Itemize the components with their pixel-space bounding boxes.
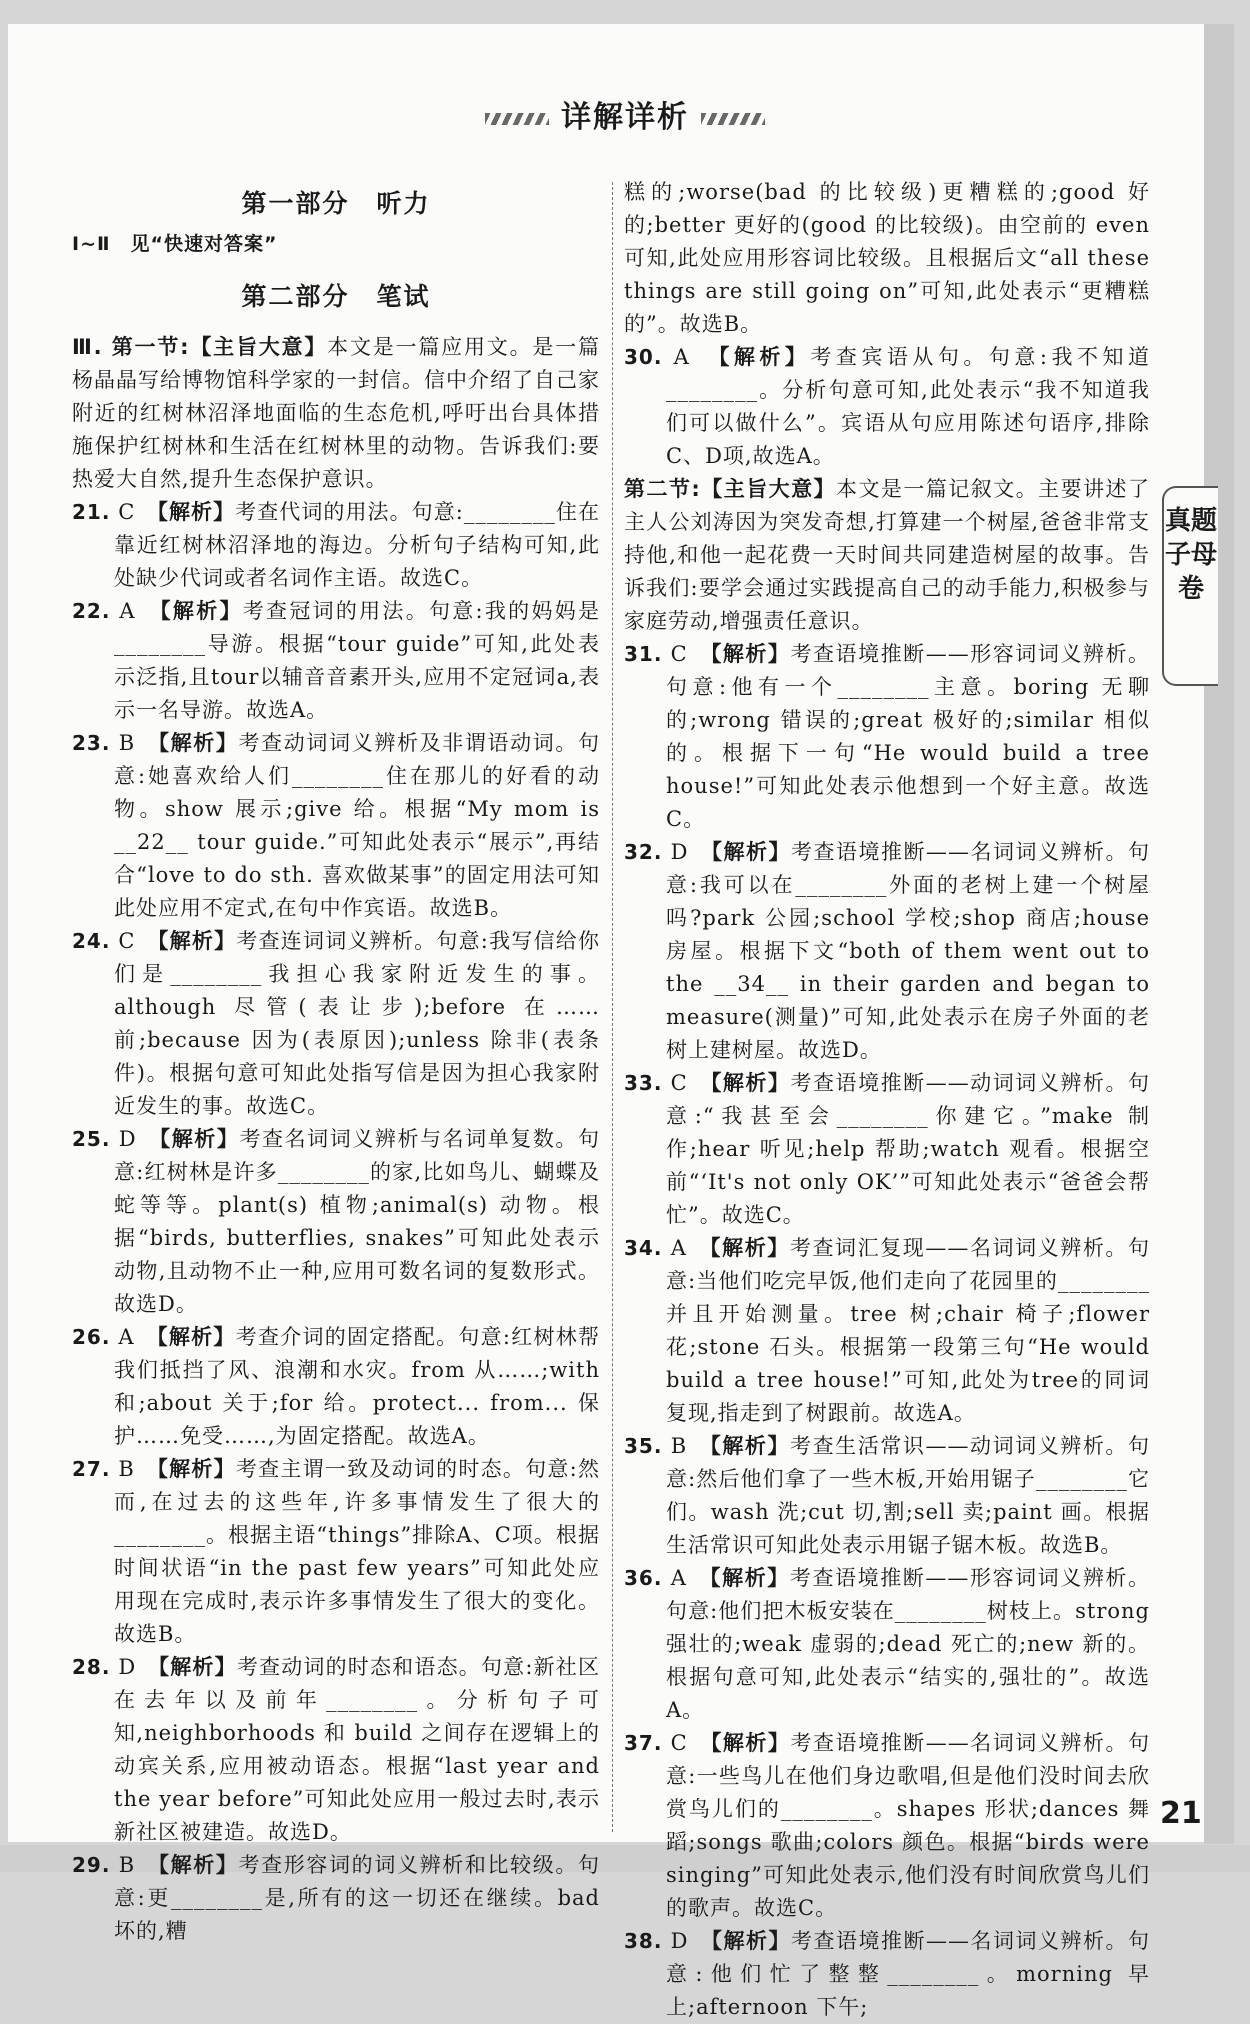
answer-item bbox=[72, 1123, 600, 1321]
item-tag: 【解析】 bbox=[710, 1236, 790, 1260]
item-text: 考查主谓一致及动词的时态。句意:然而,在过去的这些年,许多事情发生了很大的________。根据主语“things”排除A、C项。根据时间状语“in the past few years”可知此处应用现在完成时,表示许多事情发生了很大的变化。故选B。 bbox=[114, 1457, 601, 1646]
item-number: 23. bbox=[72, 731, 111, 755]
answer-item bbox=[72, 496, 600, 595]
item-tag: 【解析】 bbox=[710, 1434, 791, 1458]
section-label: Ⅲ. 第一节:【主旨大意】 bbox=[72, 335, 328, 359]
section2-summary bbox=[624, 473, 1150, 638]
answer-item bbox=[72, 595, 600, 727]
item-answer: D bbox=[118, 1127, 137, 1151]
item-answer: D bbox=[670, 1929, 689, 1953]
item-number: 33. bbox=[624, 1071, 663, 1095]
title-decoration-right bbox=[701, 113, 765, 125]
side-tab: 真题子母卷 bbox=[1162, 486, 1218, 686]
answer-item bbox=[624, 1067, 1150, 1232]
item-number: 27. bbox=[72, 1457, 111, 1481]
answer-item bbox=[624, 1925, 1150, 2024]
section-label: 第二节:【主旨大意】 bbox=[624, 477, 837, 501]
item-answer: C bbox=[118, 929, 136, 953]
item-number: 28. bbox=[72, 1655, 111, 1679]
item-answer: A bbox=[670, 1566, 687, 1590]
answer-item bbox=[624, 638, 1150, 836]
item-text: 考查宾语从句。句意:我不知道________。分析句意可知,此处表示“我不知道我们可以做什么”。宾语从句应用陈述句语序,排除C、D项,故选A。 bbox=[666, 345, 1150, 468]
part2-heading: 第二部分 笔试 bbox=[241, 282, 431, 311]
item-tag: 【解析】 bbox=[710, 1071, 791, 1095]
item-answer: B bbox=[670, 1434, 688, 1458]
item-text: 考查语境推断——形容词词义辨析。句意:他们把木板安装在________树枝上。strong 强壮的;weak 虚弱的;dead 死亡的;new 新的。根据句意可知,此处表示“结实的,强壮的”。故选A。 bbox=[666, 1566, 1151, 1722]
item-text: 考查形容词的词义辨析和比较级。句意:更________是,所有的这一切还在继续。bad 坏的,糟 bbox=[114, 1853, 601, 1943]
answer-item bbox=[624, 836, 1150, 1067]
item-number: 21. bbox=[72, 500, 111, 524]
item-text: 考查语境推断——名词词义辨析。句意:我可以在________外面的老树上建一个树屋吗?park 公园;school 学校;shop 商店;house 房屋。根据下文“both of them went out to the __34__ in their garden and began to measure(测量)”可知,此处表示在房子外面的老树上建树屋。故选D。 bbox=[666, 840, 1151, 1062]
item-answer: C bbox=[670, 1071, 688, 1095]
section1-summary bbox=[72, 331, 600, 496]
answer-item bbox=[72, 1651, 600, 1849]
page-number: 21 bbox=[1160, 1796, 1202, 1831]
item-answer: A bbox=[119, 599, 136, 623]
answer-item bbox=[72, 1453, 600, 1651]
item-number: 34. bbox=[624, 1236, 663, 1260]
item-answer: B bbox=[118, 1853, 136, 1877]
item-text: 考查名词词义辨析与名词单复数。句意:红树林是许多________的家,比如鸟儿、蝴蝶及蛇等等。plant(s) 植物;animal(s) 动物。根据“birds, butterflies, snakes”可知此处表示动物,且动物不止一种,应用可数名词的复数形式。故选D。 bbox=[114, 1127, 600, 1316]
item-answer: A bbox=[670, 1236, 687, 1260]
item-number: 30. bbox=[624, 345, 663, 369]
item-tag: 【解析】 bbox=[157, 1457, 236, 1481]
item-number: 31. bbox=[624, 642, 663, 666]
item-number: 24. bbox=[72, 929, 111, 953]
answer-item bbox=[624, 1562, 1150, 1727]
item-text: 考查介词的固定搭配。句意:红树林帮我们抵挡了风、浪潮和水灾。from 从……;with 和;about 关于;for 给。protect... from... 保护……免受……,为固定搭配。故选A。 bbox=[114, 1325, 601, 1448]
item-tag: 【解析】 bbox=[158, 731, 239, 755]
item-answer: C bbox=[670, 642, 688, 666]
item-text: 考查语境推断——形容词词义辨析。句意:他有一个________主意。boring 无聊的;wrong 错误的;great 极好的;similar 相似的。根据下一句“He would build a tree house!”可知此处表示他想到一个好主意。故选C。 bbox=[666, 642, 1150, 831]
item-tag: 【解析】 bbox=[158, 1655, 237, 1679]
item-tag: 【解析】 bbox=[710, 642, 791, 666]
item-tag: 【解析】 bbox=[159, 1127, 240, 1151]
item-answer: D bbox=[670, 840, 689, 864]
page-title bbox=[0, 92, 1250, 136]
item-text: 考查生活常识——动词词义辨析。句意:然后他们拿了一些木板,开始用锯子________它们。wash 洗;cut 切,割;sell 卖;paint 画。根据生活常识可知此处表示用锯子锯木板。故选B。 bbox=[666, 1434, 1151, 1557]
column-divider bbox=[612, 182, 613, 1832]
item-text: 考查代词的用法。句意:________住在靠近红树林沼泽地的海边。分析句子结构可知,此处缺少代词或者名词作主语。故选C。 bbox=[114, 500, 601, 590]
item-answer: C bbox=[118, 500, 136, 524]
answer-item bbox=[72, 925, 600, 1123]
item-text: 考查语境推断——动词词义辨析。句意:“我甚至会________你建它。”make 制作;hear 听见;help 帮助;watch 观看。根据空前“‘It's not only OK’”可知此处表示“爸爸会帮忙”。故选C。 bbox=[666, 1071, 1150, 1227]
item-number: 26. bbox=[72, 1325, 111, 1349]
item-tag: 【解析】 bbox=[158, 1853, 239, 1877]
item-number: 32. bbox=[624, 840, 663, 864]
summary-text: 本文是一篇记叙文。主要讲述了主人公刘涛因为突发奇想,打算建一个树屋,爸爸非常支持他,和他一起花费一天时间共同建造树屋的故事。告诉我们:要学会通过实践提高自己的动手能力,积极参与家庭劳动,增强责任意识。 bbox=[624, 477, 1151, 633]
item-tag: 【解析】 bbox=[160, 599, 243, 623]
item-tag: 【解析】 bbox=[157, 1325, 236, 1349]
answer-item bbox=[72, 1321, 600, 1453]
part1-note: Ⅰ~Ⅱ 见“快速对答案” bbox=[72, 233, 278, 255]
page-edge-right bbox=[1204, 24, 1234, 1844]
item-answer: A bbox=[673, 345, 690, 369]
item-answer: A bbox=[118, 1325, 135, 1349]
answer-item bbox=[72, 727, 600, 925]
item-answer: B bbox=[118, 731, 136, 755]
part1-heading: 第一部分 听力 bbox=[241, 189, 431, 218]
item-text: 考查连词词义辨析。句意:我写信给你们是________我担心我家附近发生的事。although 尽管(表让步);before 在……前;because 因为(表原因);unless 除非(表条件)。根据句意可知此处指写信是因为担心我家附近发生的事。故选C。 bbox=[114, 929, 601, 1118]
item-tag: 【解析】 bbox=[718, 345, 811, 369]
title-text: 详解详析 bbox=[561, 100, 689, 135]
item-number: 25. bbox=[72, 1127, 111, 1151]
item-text: 考查语境推断——名词词义辨析。句意:他们忙了整整________。morning 早上;afternoon 下午; bbox=[666, 1929, 1151, 2019]
item-number: 38. bbox=[624, 1929, 663, 1953]
item-text: 考查动词词义辨析及非谓语动词。句意:她喜欢给人们________住在那儿的好看的动物。show 展示;give 给。根据“My mom is __22__ tour guide.”可知此处表示“展示”,再结合“love to do sth. 喜欢做某事”的固定用法可知此处应用不定式,在句中作宾语。故选B。 bbox=[114, 731, 601, 920]
continued-text: 糕的;worse(bad 的比较级)更糟糕的;good 好的;better 更好的(good 的比较级)。由空前的 even 可知,此处应用形容词比较级。且根据后文“all these things are still going on”可知,此处表示“更糟糕的”。故选B。 bbox=[624, 180, 1150, 336]
answer-item bbox=[624, 1430, 1150, 1562]
answer-item bbox=[624, 341, 1150, 473]
item-answer: D bbox=[118, 1655, 137, 1679]
item-tag: 【解析】 bbox=[710, 1566, 790, 1590]
right-column bbox=[624, 176, 1150, 2024]
left-column bbox=[72, 182, 600, 1948]
item-text: 考查动词的时态和语态。句意:新社区在去年以及前年________。分析句子可知,neighborhoods 和 build 之间存在逻辑上的动宾关系,应用被动语态。根据“last year and the year before”可知此处应用一般过去时,表示新社区被建造。故选D。 bbox=[114, 1655, 600, 1844]
item-text: 考查冠词的用法。句意:我的妈妈是________导游。根据“tour guide”可知,此处表示泛指,且tour以辅音音素开头,应用不定冠词a,表示一名导游。故选A。 bbox=[114, 599, 601, 722]
item-tag: 【解析】 bbox=[710, 1731, 791, 1755]
title-decoration-left bbox=[485, 113, 549, 125]
summary-text: 本文是一篇应用文。是一篇杨晶晶写给博物馆科学家的一封信。信中介绍了自己家附近的红树林沼泽地面临的生态危机,呼吁出台具体措施保护红树林和生活在红树林里的动物。告诉我们:要热爱大自然,提升生态保护意识。 bbox=[72, 335, 600, 491]
item-tag: 【解析】 bbox=[157, 500, 236, 524]
item-number: 35. bbox=[624, 1434, 663, 1458]
item-number: 37. bbox=[624, 1731, 663, 1755]
item-answer: B bbox=[118, 1457, 135, 1481]
answer-item bbox=[624, 1232, 1150, 1430]
item-tag: 【解析】 bbox=[711, 840, 791, 864]
answer-item bbox=[72, 1849, 600, 1948]
item-answer: C bbox=[670, 1731, 688, 1755]
item-text: 考查词汇复现——名词词义辨析。句意:当他们吃完早饭,他们走向了花园里的________并且开始测量。tree 树;chair 椅子;flower 花;stone 石头。根据第一段第三句“He would build a tree house!”可知,此处为tree的同词复现,指走到了树跟前。故选A。 bbox=[666, 1236, 1151, 1425]
item-number: 36. bbox=[624, 1566, 663, 1590]
item-text: 考查语境推断——名词词义辨析。句意:一些鸟儿在他们身边歌唱,但是他们没时间去欣赏鸟儿们的________。shapes 形状;dances 舞蹈;songs 歌曲;colors 颜色。根据“birds were singing”可知此处表示,他们没有时间欣赏鸟儿们的歌声。故选C。 bbox=[666, 1731, 1150, 1920]
item-number: 22. bbox=[72, 599, 111, 623]
item-number: 29. bbox=[72, 1853, 111, 1877]
answer-item bbox=[624, 1727, 1150, 1925]
item-tag: 【解析】 bbox=[157, 929, 237, 953]
item-tag: 【解析】 bbox=[711, 1929, 791, 1953]
